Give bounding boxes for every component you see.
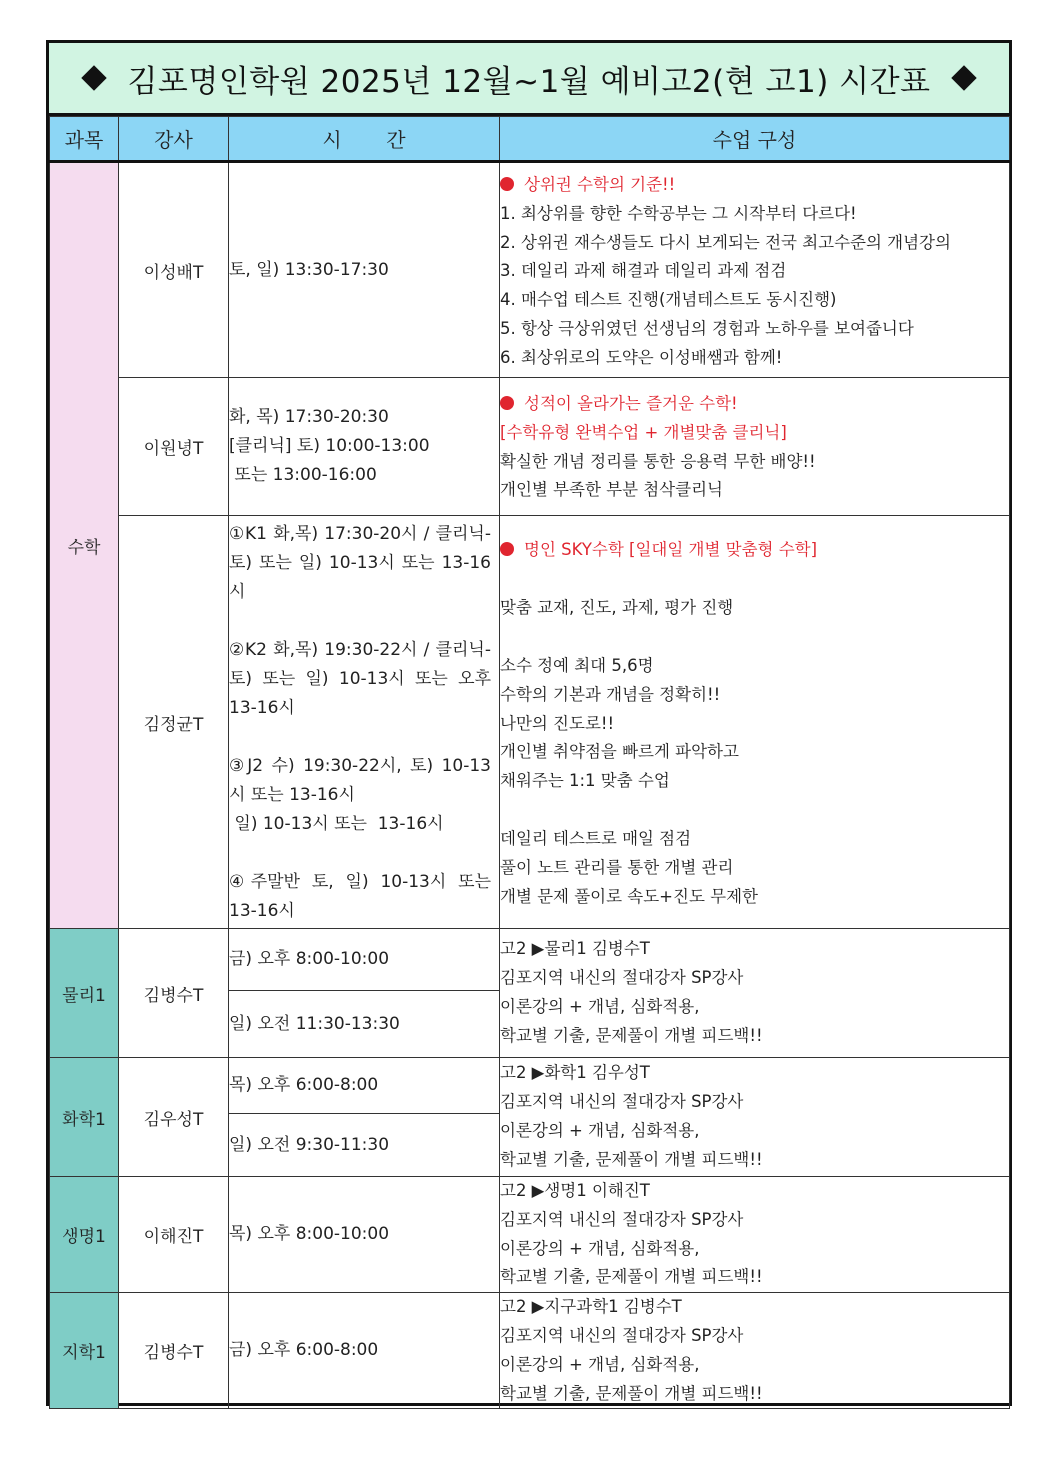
- header-content: 수업 구성: [500, 117, 1010, 162]
- class-time: 목) 오후 6:00-8:00: [229, 1058, 500, 1114]
- class-time: 금) 오후 6:00-8:00: [229, 1293, 500, 1409]
- desc-line: 데일리 테스트로 매일 점검: [500, 829, 692, 849]
- subject-chemistry: 화학1: [50, 1058, 119, 1177]
- diamond-icon-right: [951, 65, 976, 90]
- table-row: [50, 929, 1010, 991]
- table-row: [50, 162, 1010, 378]
- red-bullet-icon: [500, 396, 514, 410]
- subject-physics: 물리1: [50, 929, 119, 1058]
- teacher-name: 김우성T: [119, 1058, 229, 1177]
- header-time: 시 간: [229, 117, 500, 162]
- teacher-name: 이원녕T: [119, 378, 229, 516]
- time-block: ②K2 화,목) 19:30-22시 / 클리닉-토) 또는 일) 10-13시 또는 오후 13-16시: [229, 640, 491, 718]
- class-time: [229, 378, 500, 516]
- subject-math: 수학: [50, 162, 119, 929]
- headline: 성적이 올라가는 즐거운 수학!: [500, 390, 1009, 419]
- desc-line: 학교별 기출, 문제풀이 개별 피드백!!: [500, 1025, 763, 1045]
- time-line: [클리닉] 토) 10:00-13:00: [229, 436, 430, 456]
- desc-line: 5. 항상 극상위였던 선생님의 경험과 노하우를 보여줍니다: [500, 318, 914, 338]
- desc-line: 4. 매수업 테스트 진행(개념테스트도 동시진행): [500, 290, 837, 310]
- teacher-name: 김병수T: [119, 1293, 229, 1409]
- desc-line: 개인별 부족한 부분 첨삭클리닉: [500, 480, 723, 500]
- desc-line: 학교별 기출, 문제풀이 개별 피드백!!: [500, 1149, 763, 1169]
- desc-line: 고2 ▶지구과학1 김병수T: [500, 1297, 682, 1317]
- table-row: [50, 1177, 1010, 1293]
- headline: 상위권 수학의 기준!!: [500, 171, 1009, 200]
- time-line: 화, 목) 17:30-20:30: [229, 407, 389, 427]
- desc-line: 이론강의 + 개념, 심화적용,: [500, 1238, 700, 1258]
- desc-line: 김포지역 내신의 절대강자 SP강사: [500, 1209, 744, 1229]
- table-row: [50, 1293, 1010, 1409]
- headline: 명인 SKY수학 [일대일 개별 맞춤형 수학]: [500, 536, 1009, 594]
- class-description: [500, 516, 1010, 929]
- time-line: 토, 일) 13:30-17:30: [229, 259, 389, 280]
- page-title-bar: [49, 43, 1009, 116]
- header-teacher: 강사: [119, 117, 229, 162]
- teacher-name: 김병수T: [119, 929, 229, 1058]
- desc-line: 개별 문제 풀이로 속도+진도 무제한: [500, 886, 758, 906]
- desc-line: 개인별 취약점을 빠르게 파악하고: [500, 742, 739, 762]
- time-block: ④주말반 토, 일) 10-13시 또는 13-16시: [229, 872, 491, 921]
- desc-line: 확실한 개념 정리를 통한 응용력 무한 배양!!: [500, 451, 816, 471]
- diamond-icon-left: [82, 65, 107, 90]
- desc-line: 맞춤 교재, 진도, 과제, 평가 진행: [500, 598, 734, 617]
- desc-line: 김포지역 내신의 절대강자 SP강사: [500, 1092, 744, 1112]
- header-row: [50, 117, 1010, 162]
- class-time: [229, 162, 500, 378]
- table-row: [50, 1058, 1010, 1114]
- class-time: 금) 오후 8:00-10:00: [229, 929, 500, 991]
- table-row: [50, 516, 1010, 929]
- desc-line: 이론강의 + 개념, 심화적용,: [500, 1354, 700, 1374]
- class-time: [229, 516, 500, 929]
- desc-line: 고2 ▶생명1 이해진T: [500, 1181, 650, 1200]
- desc-line: 나만의 진도로!!: [500, 713, 615, 733]
- class-time: 일) 오전 11:30-13:30: [229, 991, 500, 1058]
- desc-line: 고2 ▶화학1 김우성T: [500, 1063, 650, 1083]
- class-description: [500, 1177, 1010, 1293]
- class-description: [500, 929, 1010, 1058]
- subject-biology: 생명1: [50, 1177, 119, 1293]
- teacher-name: 이해진T: [119, 1177, 229, 1293]
- time-line: 또는 13:00-16:00: [229, 465, 377, 485]
- desc-line: 고2 ▶물리1 김병수T: [500, 939, 650, 959]
- desc-line: 소수 정예 최대 5,6명: [500, 656, 654, 675]
- subject-earth-science: 지학1: [50, 1293, 119, 1409]
- class-description: [500, 378, 1010, 516]
- timetable: [49, 116, 1010, 1409]
- red-bullet-icon: [500, 177, 514, 191]
- desc-line: 풀이 노트 관리를 통한 개별 관리: [500, 857, 734, 877]
- class-description: [500, 162, 1010, 378]
- class-description: [500, 1293, 1010, 1409]
- red-bullet-icon: [500, 542, 514, 556]
- class-time: 목) 오후 8:00-10:00: [229, 1177, 500, 1293]
- class-time: 일) 오전 9:30-11:30: [229, 1114, 500, 1177]
- subheadline: [수학유형 완벽수업 + 개별맞춤 클리닉]: [500, 422, 787, 442]
- desc-line: 김포지역 내신의 절대강자 SP강사: [500, 1325, 744, 1345]
- desc-line: 학교별 기출, 문제풀이 개별 피드백!!: [500, 1267, 763, 1287]
- teacher-name: 김정균T: [119, 516, 229, 929]
- desc-line: 학교별 기출, 문제풀이 개별 피드백!!: [500, 1383, 763, 1403]
- desc-line: 1. 최상위를 향한 수학공부는 그 시작부터 다르다!: [500, 203, 857, 223]
- desc-line: 6. 최상위로의 도약은 이성배쌤과 함께!: [500, 347, 783, 367]
- header-subject: 과목: [50, 117, 119, 162]
- time-block: 일) 10-13시 또는 13-16시: [229, 814, 444, 834]
- desc-line: 수학의 기본과 개념을 정확히!!: [500, 684, 721, 704]
- desc-line: 이론강의 + 개념, 심화적용,: [500, 997, 700, 1016]
- desc-line: 이론강의 + 개념, 심화적용,: [500, 1121, 700, 1140]
- timetable-frame: [46, 40, 1012, 1406]
- desc-line: 김포지역 내신의 절대강자 SP강사: [500, 968, 744, 988]
- desc-line: 3. 데일리 과제 해결과 데일리 과제 점검: [500, 261, 787, 281]
- class-description: [500, 1058, 1010, 1177]
- time-block: ①K1 화,목) 17:30-20시 / 클리닉-토) 또는 일) 10-13시 또는 13-16시: [229, 524, 491, 602]
- table-row: [50, 378, 1010, 516]
- desc-line: 채워주는 1:1 맞춤 수업: [500, 771, 670, 791]
- time-block: ③J2 수) 19:30-22시, 토) 10-13시 또는 13-16시: [229, 756, 491, 805]
- page-title: 김포명인학원 2025년 12월~1월 예비고2(현 고1) 시간표: [127, 63, 931, 100]
- desc-line: 2. 상위권 재수생들도 다시 보게되는 전국 최고수준의 개념강의: [500, 232, 951, 252]
- teacher-name: 이성배T: [119, 162, 229, 378]
